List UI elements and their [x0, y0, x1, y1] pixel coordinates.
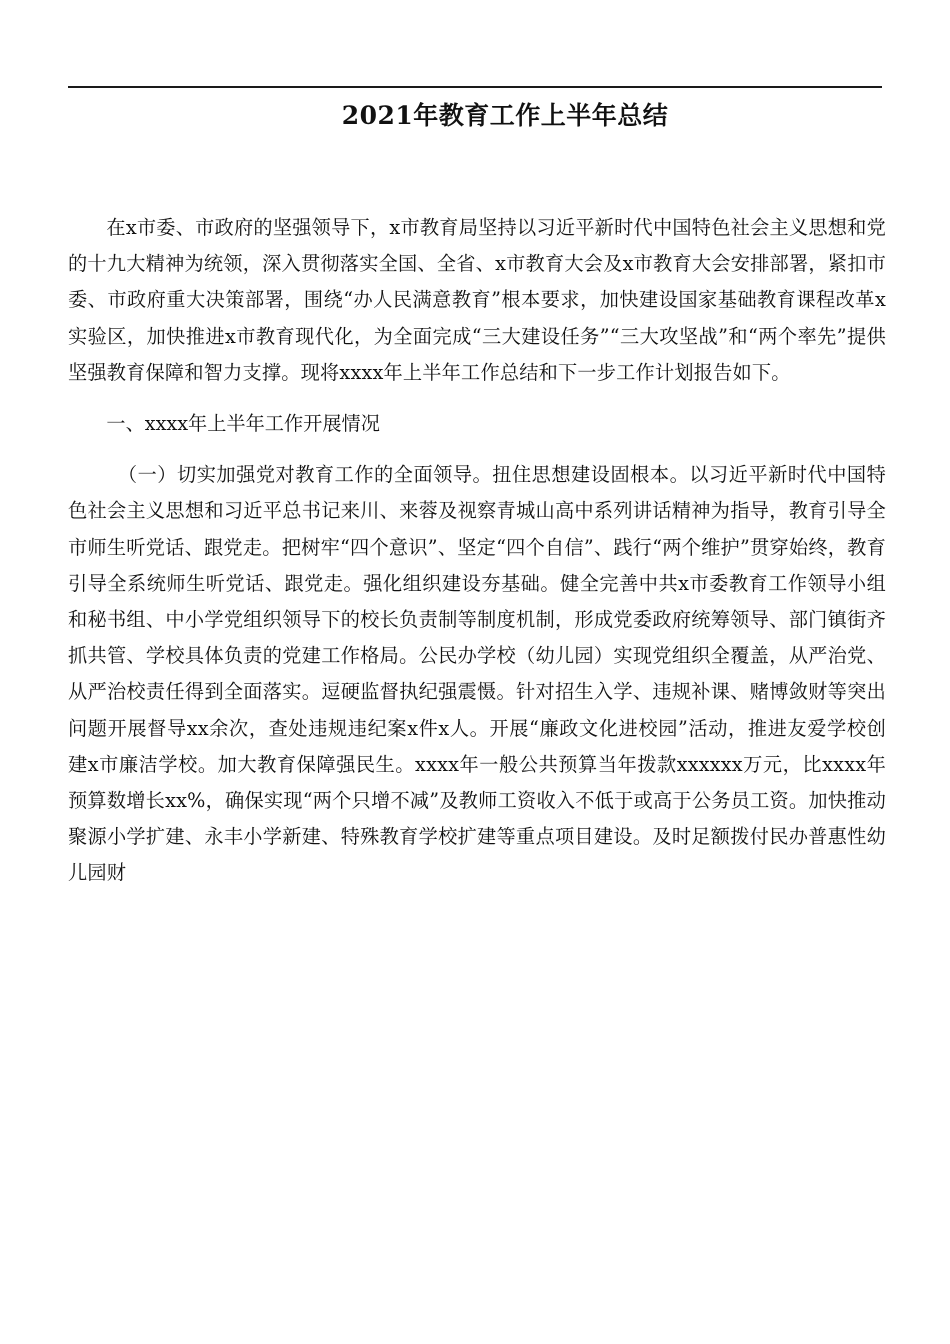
section-paragraph: （一）切实加强党对教育工作的全面领导。扭住思想建设固根本。以习近平新时代中国特色社会主义思想和习近平总书记来川、来蓉及视察青城山高中系列讲话精神为指导，教育引导全市师生听党话、跟党走。把树牢“四个意识”、坚定“四个自信”、践行“两个维护”贯穿始终，教育引导全系统师生听党话、跟党走。强化组织建设夯基础。健全完善中共x市委教育工作领导小组和秘书组、中小学党组织领导下的校长负责制等制度机制，形成党委政府统筹领导、部门镇街齐抓共管、学校具体负责的党建工作格局。公民办学校（幼儿园）实现党组织全覆盖，从严治党、从严治校责任得到全面落实。逗硬监督执纪强震慑。针对招生入学、违规补课、赌博敛财等突出问题开展督导xx余次，查处违规违纪案x件x人。开展“廉政文化进校园”活动，推进友爱学校创建x市廉洁学校。加大教育保障强民生。xxxx年一般公共预算当年拨款xxxxxx万元，比xxxx年预算数增长xx%，确保实现“两个只增不减”及教师工资收入不低于或高于公务员工资。加快推动聚源小学扩建、永丰小学新建、特殊教育学校扩建等重点项目建设。及时足额拨付民办普惠性幼儿园财	[68, 463, 886, 885]
header-rule	[68, 86, 882, 88]
section-heading: 一、xxxx年上半年工作开展情况	[106, 412, 380, 436]
document-title: 2021年教育工作上半年总结	[341, 101, 669, 130]
intro-paragraph: 在x市委、市政府的坚强领导下，x市教育局坚持以习近平新时代中国特色社会主义思想和党的十九大精神为统领，深入贯彻落实全国、全省、x市教育大会及x市教育大会安排部署，紧扣市委、市政府重大决策部署，围绕“办人民满意教育”根本要求，加快建设国家基础教育课程改革x实验区，加快推进x市教育现代化，为全面完成“三大建设任务”“三大攻坚战”和“两个率先”提供坚强教育保障和智力支撑。现将xxxx年上半年工作总结和下一步工作计划报告如下。	[68, 216, 886, 384]
document-body	[68, 210, 886, 892]
